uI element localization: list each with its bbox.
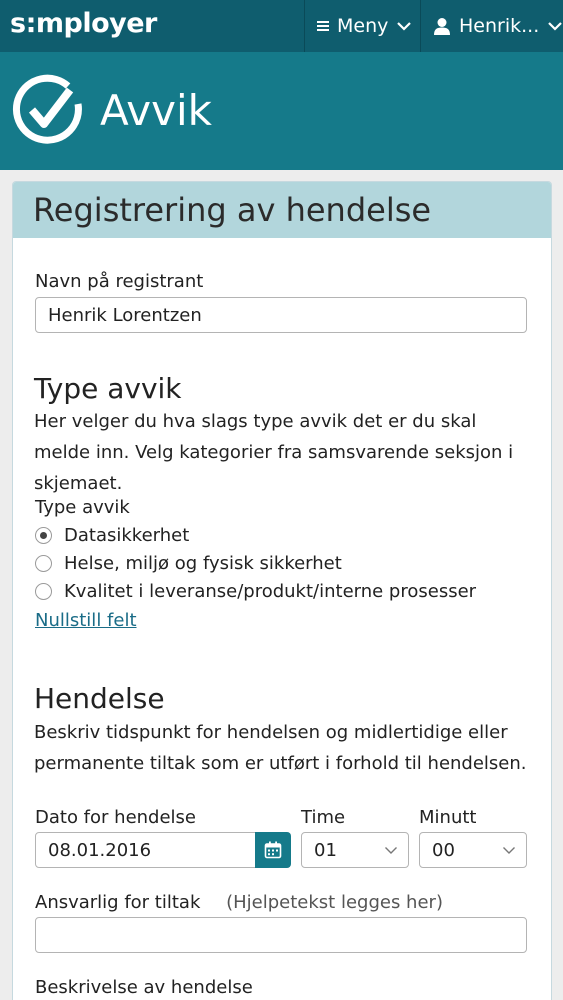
date-input-value: 08.01.2016	[48, 839, 152, 861]
radio-label: Helse, miljø og fysisk sikkerhet	[64, 553, 342, 574]
responsible-label	[35, 892, 443, 913]
chevron-down-icon	[384, 846, 398, 855]
user-menu-button[interactable]	[420, 0, 563, 52]
user-icon	[433, 17, 451, 35]
chevron-down-icon	[502, 846, 516, 855]
radio-button[interactable]	[35, 583, 52, 600]
type-section-description: Her velger du hva slags type avvik det er du skal melde inn. Velg kategorier fra samsvarende seksjon i skjemaet.	[34, 411, 514, 494]
chevron-down-icon	[396, 21, 412, 31]
event-section-title: Hendelse	[34, 682, 165, 715]
radio-label: Kvalitet i leveranse/produkt/interne prosesser	[64, 581, 477, 602]
reset-field-link[interactable]: Nullstill felt	[35, 610, 137, 631]
hamburger-icon	[317, 20, 329, 32]
responsible-hint: (Hjelpetekst legges her)	[226, 892, 443, 913]
name-input[interactable]	[35, 297, 527, 333]
card-header	[13, 182, 551, 238]
radio-option-helse[interactable]	[35, 553, 342, 574]
minute-label: Minutt	[419, 807, 477, 828]
radio-button[interactable]	[35, 555, 52, 572]
calendar-icon	[264, 841, 282, 859]
name-label: Navn på registrant	[35, 271, 204, 292]
radio-option-kvalitet[interactable]	[35, 581, 476, 602]
responsible-label-text: Ansvarlig for tiltak	[35, 892, 201, 913]
event-section-description: Beskriv tidspunkt for hendelsen og midlertidige eller permanente tiltak som er utført i forhold til hendelsen.	[34, 722, 527, 774]
chevron-down-icon	[547, 21, 563, 31]
date-input[interactable]	[35, 832, 257, 868]
calendar-button[interactable]	[255, 832, 291, 868]
form-card	[12, 181, 552, 1000]
date-label: Dato for hendelse	[35, 807, 196, 828]
page-header	[0, 52, 563, 170]
form-title: Registrering av hendelse	[33, 191, 432, 229]
responsible-input[interactable]	[35, 917, 527, 953]
hour-select-value: 01	[314, 839, 337, 861]
type-group-label: Type avvik	[35, 497, 130, 518]
top-navigation-bar	[0, 0, 563, 52]
name-input-value: Henrik Lorentzen	[48, 304, 202, 326]
menu-button[interactable]	[304, 0, 420, 52]
minute-select-value: 00	[432, 839, 455, 861]
simployer-logo[interactable]: s:mployer	[10, 8, 157, 39]
menu-label: Meny	[337, 15, 389, 37]
page-title: Avvik	[100, 86, 212, 135]
minute-select[interactable]	[419, 832, 527, 868]
type-section-title: Type avvik	[34, 372, 182, 405]
description-label: Beskrivelse av hendelse	[35, 977, 253, 998]
user-label: Henrik...	[459, 15, 540, 37]
radio-label: Datasikkerhet	[64, 525, 190, 546]
radio-option-datasikkerhet[interactable]	[35, 525, 189, 546]
radio-button-checked[interactable]	[35, 527, 52, 544]
hour-select[interactable]	[301, 832, 409, 868]
hour-label: Time	[301, 807, 346, 828]
check-circle-icon	[10, 74, 84, 148]
